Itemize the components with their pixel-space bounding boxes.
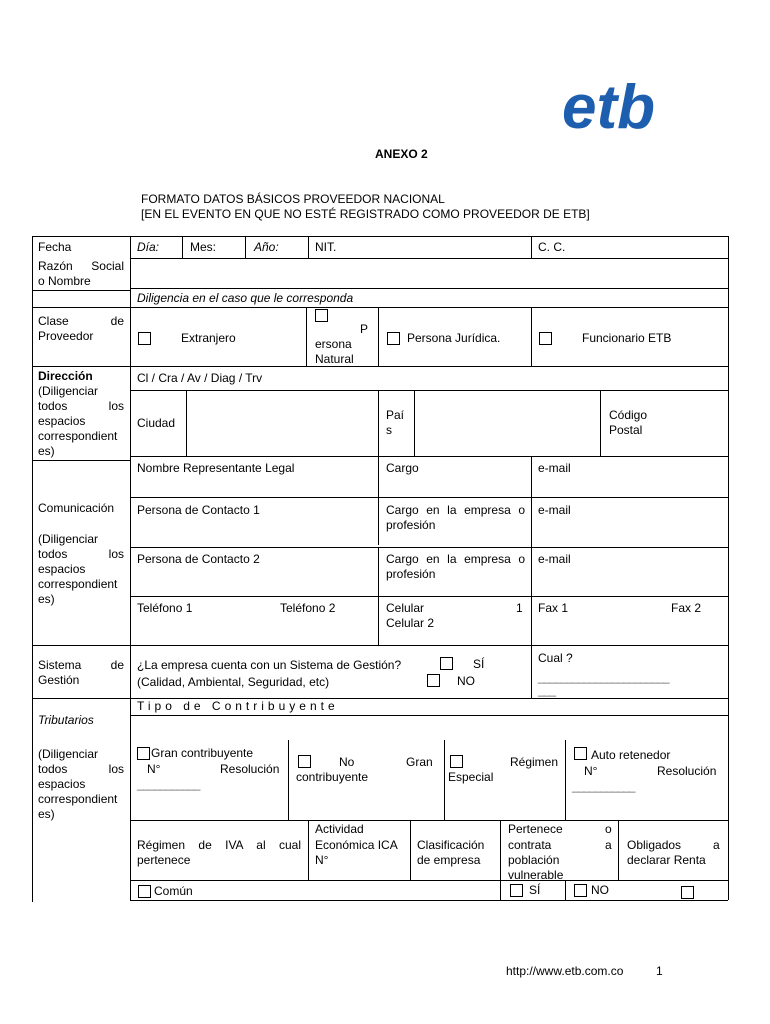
contacto-2-email-label: e-mail: [538, 552, 571, 566]
cual-line-2[interactable]: ___: [538, 683, 556, 697]
gran-blank[interactable]: ___________: [137, 777, 200, 791]
regimen-especial-label-1: Régimen: [510, 755, 559, 769]
razon-social-label-2: o Nombre: [38, 274, 91, 288]
direccion-note-1: (Diligenciar: [38, 384, 99, 398]
ciudad-label: Ciudad: [137, 416, 176, 430]
comunicacion-note-1: (Diligenciar: [38, 532, 99, 546]
auto-num-label: N°: [584, 764, 598, 778]
mes-field[interactable]: Mes:: [190, 240, 217, 254]
celular-2-label: Celular 2: [386, 616, 435, 630]
auto-blank[interactable]: ___________: [572, 779, 635, 793]
funcionario-checkbox[interactable]: [539, 332, 552, 345]
annex-title: ANEXO 2: [375, 147, 428, 161]
comun-label: Común: [154, 884, 193, 898]
razon-social-label: Razón Social: [38, 259, 124, 273]
tributarios-note-4: correspondient: [38, 792, 118, 806]
obligados-checkbox[interactable]: [681, 886, 694, 899]
direccion-note-5: es): [38, 444, 55, 458]
comun-checkbox[interactable]: [138, 885, 151, 898]
no-gran-label-2: Gran: [406, 755, 433, 769]
obligados-label-2: declarar Renta: [627, 853, 706, 867]
logo-text: etb: [562, 73, 655, 142]
clase-label: Clase de: [38, 314, 124, 328]
ica-label-2: Económica ICA: [315, 838, 398, 852]
fax-1-label: Fax 1: [538, 601, 569, 615]
etb-logo: [560, 70, 660, 145]
form-subtitle: [EN EL EVENTO EN QUE NO ESTÉ REGISTRADO COMO PROVEEDOR DE ETB]: [141, 207, 590, 221]
obligados-label-1b: a: [713, 838, 720, 852]
direccion-note-3: espacios: [38, 414, 86, 428]
sistema-question: ¿La empresa cuenta con un Sistema de Gestión?: [137, 658, 402, 672]
gestion-label: Gestión: [38, 673, 80, 687]
auto-resolucion-label: Resolución: [657, 764, 717, 778]
contacto-1-label: Persona de Contacto 1: [137, 503, 260, 517]
page-number: 1: [656, 964, 663, 978]
sistema-no-checkbox[interactable]: [427, 674, 440, 687]
codigo-postal-label-2: Postal: [609, 423, 643, 437]
vulnerable-no-label: NO: [591, 883, 609, 897]
iva-label-2: pertenece: [137, 853, 191, 867]
representante-email-label: e-mail: [538, 461, 571, 475]
pertenece-label-1: Pertenece: [508, 822, 563, 836]
tributarios-note-1: (Diligenciar: [38, 747, 99, 761]
no-gran-label-1: No: [339, 755, 355, 769]
clasificacion-label-2: de empresa: [417, 853, 481, 867]
tributarios-note-3: espacios: [38, 777, 86, 791]
telefono-1-label: Teléfono 1: [137, 601, 193, 615]
persona-juridica-label: Persona Jurídica.: [407, 331, 501, 345]
tributarios-label: Tributarios: [38, 713, 94, 727]
fecha-label: Fecha: [38, 240, 72, 254]
tributarios-note-2: todos los: [38, 762, 124, 776]
extranjero-checkbox[interactable]: [138, 332, 151, 345]
iva-label-1: Régimen de IVA al cual: [137, 838, 301, 852]
no-gran-label-3: contribuyente: [296, 770, 369, 784]
sistema-si-label: SÍ: [473, 657, 485, 671]
vulnerable-no-checkbox[interactable]: [574, 884, 587, 897]
comunicacion-note-3: espacios: [38, 562, 86, 576]
contacto-1-profesion-label: profesión: [386, 518, 436, 532]
representante-label: Nombre Representante Legal: [137, 461, 295, 475]
cc-field[interactable]: C. C.: [538, 240, 566, 254]
clasificacion-label-1: Clasificación: [417, 838, 485, 852]
pertenece-label-3: población: [508, 853, 560, 867]
comunicacion-note-4: correspondient: [38, 577, 118, 591]
direccion-label: Dirección: [38, 369, 93, 383]
direccion-note-4: correspondient: [38, 429, 118, 443]
pais-label-2: s: [386, 423, 392, 437]
persona-juridica-checkbox[interactable]: [387, 332, 400, 345]
dia-field[interactable]: Día:: [137, 240, 160, 254]
representante-cargo-label: Cargo: [386, 461, 419, 475]
persona-natural-checkbox[interactable]: [315, 309, 328, 322]
ano-field[interactable]: Año:: [254, 240, 279, 254]
gran-contribuyente-checkbox[interactable]: [137, 747, 150, 760]
extranjero-label: Extranjero: [181, 331, 236, 345]
contacto-1-email-label: e-mail: [538, 503, 571, 517]
regimen-especial-checkbox[interactable]: [450, 755, 463, 768]
sistema-si-checkbox[interactable]: [440, 657, 453, 670]
no-gran-checkbox[interactable]: [298, 755, 311, 768]
sistema-question-note: (Calidad, Ambiental, Seguridad, etc): [137, 675, 330, 689]
tipo-contribuyente-title: Tipo de Contribuyente: [137, 699, 339, 713]
pertenece-label-1b: o: [605, 822, 612, 836]
comunicacion-note-5: es): [38, 592, 55, 606]
diligencia-note: Diligencia en el caso que le corresponda: [137, 291, 354, 305]
funcionario-label: Funcionario ETB: [582, 331, 672, 345]
celular-number: 1: [516, 601, 523, 615]
gran-resolucion-label: Resolución: [220, 762, 280, 776]
sistema-no-label: NO: [457, 674, 475, 688]
ica-label-3: N°: [315, 853, 329, 867]
vulnerable-si-checkbox[interactable]: [510, 884, 523, 897]
contacto-2-label: Persona de Contacto 2: [137, 552, 260, 566]
direccion-formats[interactable]: Cl / Cra / Av / Diag / Trv: [137, 371, 263, 385]
obligados-label-1: Obligados: [627, 838, 682, 852]
gran-num-label: N°: [147, 762, 161, 776]
pais-label-1: Paí: [386, 408, 405, 422]
persona-natural-label-2: ersona: [315, 337, 352, 351]
proveedor-label: Proveedor: [38, 329, 94, 343]
tributarios-note-5: es): [38, 807, 55, 821]
comunicacion-label: Comunicación: [38, 501, 115, 515]
pertenece-label-2b: a: [605, 838, 612, 852]
auto-retenedor-checkbox[interactable]: [574, 747, 587, 760]
footer-url[interactable]: http://www.etb.com.co: [506, 964, 624, 978]
vulnerable-si-label: SÍ: [529, 883, 541, 897]
persona-natural-label-3: Natural: [315, 352, 354, 366]
direccion-note-2: todos los: [38, 399, 124, 413]
ica-label-1: Actividad: [315, 822, 364, 836]
cual-label: Cual ?: [538, 651, 573, 665]
codigo-postal-label-1: Código: [609, 408, 648, 422]
auto-retenedor-label: Auto retenedor: [591, 748, 671, 762]
comunicacion-note-2: todos los: [38, 547, 124, 561]
fax-2-label: Fax 2: [671, 601, 702, 615]
pertenece-label-4: vulnerable: [508, 868, 564, 882]
celular-label: Celular: [386, 601, 425, 615]
pertenece-label-2: contrata: [508, 838, 552, 852]
gran-contribuyente-label: Gran contribuyente: [151, 746, 254, 760]
nit-field[interactable]: NIT.: [315, 240, 337, 254]
regimen-especial-label-2: Especial: [448, 770, 494, 784]
sistema-label: Sistema de: [38, 658, 124, 672]
contacto-2-profesion-label: profesión: [386, 567, 436, 581]
contacto-1-cargo-label: Cargo en la empresa o: [386, 503, 525, 517]
contacto-2-cargo-label: Cargo en la empresa o: [386, 552, 525, 566]
telefono-2-label: Teléfono 2: [280, 601, 336, 615]
cual-line[interactable]: _______________________: [538, 670, 669, 684]
form-title: FORMATO DATOS BÁSICOS PROVEEDOR NACIONAL: [141, 192, 445, 206]
persona-natural-label-1: P: [360, 322, 369, 336]
